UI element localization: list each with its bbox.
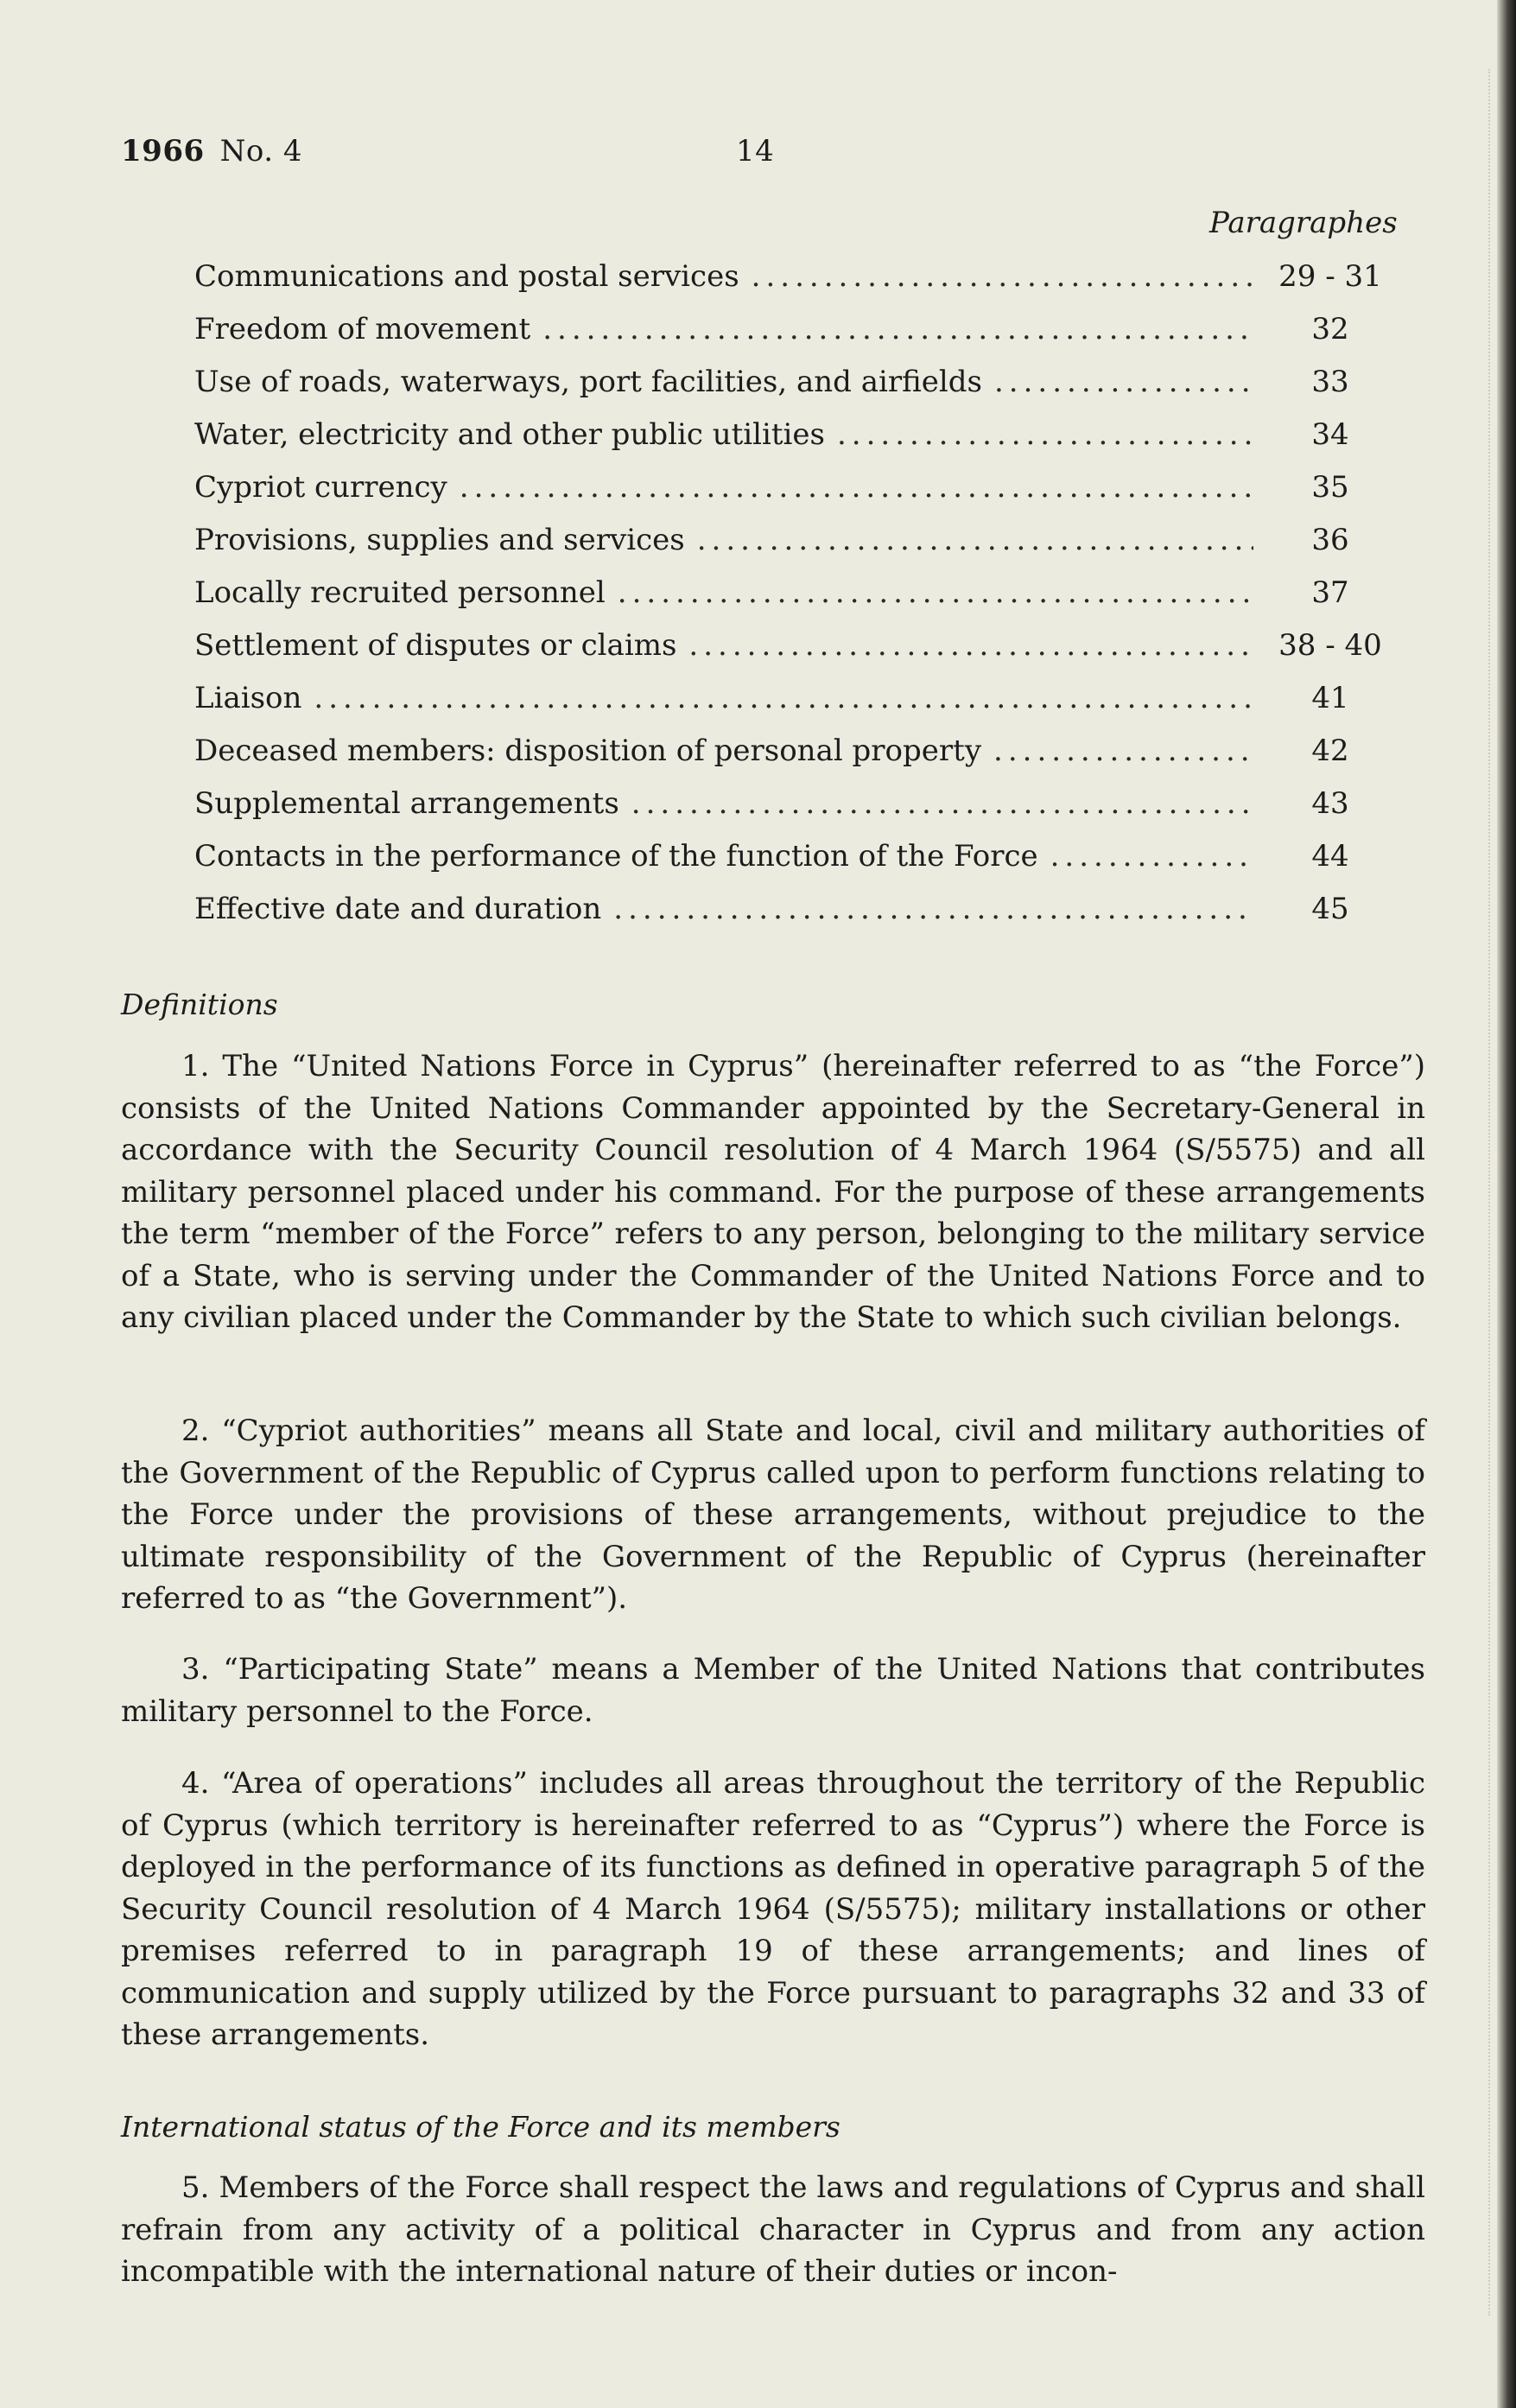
toc-entry [194, 786, 1395, 839]
toc-entry-label: Water, electricity and other public utilities [194, 417, 825, 452]
definition-paragraph-1 [121, 1045, 1425, 1339]
toc-entry-paragraphs: 41 [1311, 681, 1349, 715]
toc-entry-label: Locally recruited personnel [194, 575, 606, 610]
toc-entry-label: Liaison [194, 681, 302, 715]
toc-entry-paragraphs: 36 [1311, 523, 1349, 557]
toc-entry-label: Freedom of movement [194, 312, 531, 346]
toc-leader-dots [837, 417, 1253, 452]
toc-leader-dots [631, 786, 1253, 821]
toc-entry-label: Communications and postal services [194, 259, 739, 294]
toc-leader-dots [1050, 839, 1253, 874]
toc-entry [194, 734, 1395, 786]
toc-entry-paragraphs: 35 [1311, 470, 1349, 505]
toc-entry-paragraphs: 32 [1311, 312, 1349, 346]
toc-entry [194, 470, 1395, 523]
international-status-heading: International status of the Force and its members [121, 2110, 840, 2144]
toc-entry-paragraphs: 34 [1311, 417, 1349, 452]
toc-leader-dots [993, 734, 1253, 768]
definition-paragraph-2 [121, 1410, 1425, 1620]
international-status-paragraph-5 [121, 2167, 1425, 2293]
toc-entry-paragraphs: 38 - 40 [1278, 628, 1382, 663]
toc-entry-label: Cypriot currency [194, 470, 447, 505]
toc-entry [194, 628, 1395, 681]
page-header [121, 134, 775, 168]
toc-entry [194, 365, 1395, 417]
toc-entry-paragraphs: 44 [1311, 839, 1349, 874]
paragraph-text: 4. “Area of operations” includes all areas throughout the territory of the Republic of Cyprus (which territory is hereinafter referred to as “Cyprus”) where the Force is deployed in the performance of its functions as defined in operative paragraph 5 of the Security Council resolution of 4 March 1964 (S/5575); military installations or other premises referred to in paragraph 19 of these arrangements; and lines of communication and supply utilized by the Force pursuant to paragraphs 32 and 33 of these arrangements. [121, 1766, 1425, 2052]
toc-entry [194, 523, 1395, 575]
toc-entry-paragraphs: 43 [1311, 786, 1349, 821]
toc-entry [194, 892, 1395, 944]
toc-entry [194, 681, 1395, 734]
toc-entry [194, 417, 1395, 470]
toc-entry-paragraphs: 37 [1311, 575, 1349, 610]
toc-entry [194, 575, 1395, 628]
toc-leader-dots [618, 575, 1253, 610]
toc-entry-paragraphs: 45 [1311, 892, 1349, 926]
toc-entry [194, 839, 1395, 892]
toc-entry-label: Deceased members: disposition of personal property [194, 734, 982, 768]
table-of-contents [194, 259, 1395, 944]
toc-entry-label: Provisions, supplies and services [194, 523, 685, 557]
definitions-heading: Definitions [121, 988, 278, 1021]
toc-entry-label: Effective date and duration [194, 892, 602, 926]
paragraph-text: 5. Members of the Force shall respect the laws and regulations of Cyprus and shall refrain from any activity of a political character in Cyprus and from any action incompatible with the international nature of their duties or incon- [121, 2170, 1425, 2289]
toc-entry-label: Settlement of disputes or claims [194, 628, 677, 663]
definition-paragraph-3 [121, 1649, 1425, 1732]
toc-leader-dots [752, 259, 1253, 294]
toc-leader-dots [994, 365, 1253, 399]
definition-paragraph-4 [121, 1763, 1425, 2056]
toc-entry-label: Use of roads, waterways, port facilities, and airfields [194, 365, 982, 399]
toc-entry [194, 259, 1395, 312]
book-spine [1497, 0, 1516, 2408]
paragraph-text: 1. The “United Nations Force in Cyprus” (hereinafter referred to as “the Force”) consists of the United Nations Commander appointed by the Secretary-General in accordance with the Security Council resolution of 4 March 1964 (S/5575) and all military personnel placed under his command. For the purpose of these arrangements the term “member of the Force” refers to any person, belonging to the military service of a State, who is serving under the Commander of the United Nations Force and to any civilian placed under the Commander by the State to which such civilian belongs. [121, 1049, 1425, 1335]
toc-leader-dots [460, 470, 1253, 505]
toc-entry-label: Supplemental arrangements [194, 786, 619, 821]
toc-entry-paragraphs: 42 [1311, 734, 1349, 768]
toc-leader-dots [697, 523, 1253, 557]
header-issue-number: No. 4 [219, 134, 303, 168]
toc-entry [194, 312, 1395, 365]
toc-leader-dots [314, 681, 1253, 715]
page-number: 14 [736, 134, 775, 168]
toc-entry-paragraphs: 29 - 31 [1278, 259, 1382, 294]
header-year: 1966 [121, 134, 205, 168]
paragraph-text: 3. “Participating State” means a Member of the United Nations that contributes military personnel to the Force. [121, 1652, 1425, 1729]
toc-leader-dots [688, 628, 1253, 663]
toc-leader-dots [613, 892, 1253, 926]
paragraph-text: 2. “Cypriot authorities” means all State and local, civil and military authorities of the Government of the Republic of Cyprus called upon to perform functions relating to the Force under the provisions of these arrangements, without prejudice to the ultimate responsibility of the Government of the Republic of Cyprus (hereinafter referred to as “the Government”). [121, 1414, 1425, 1616]
toc-column-label: Paragraphes [1209, 206, 1398, 240]
toc-entry-label: Contacts in the performance of the function of the Force [194, 839, 1038, 874]
page-edge-shadow [1471, 69, 1490, 2316]
toc-leader-dots [542, 312, 1253, 346]
toc-entry-paragraphs: 33 [1311, 365, 1349, 399]
